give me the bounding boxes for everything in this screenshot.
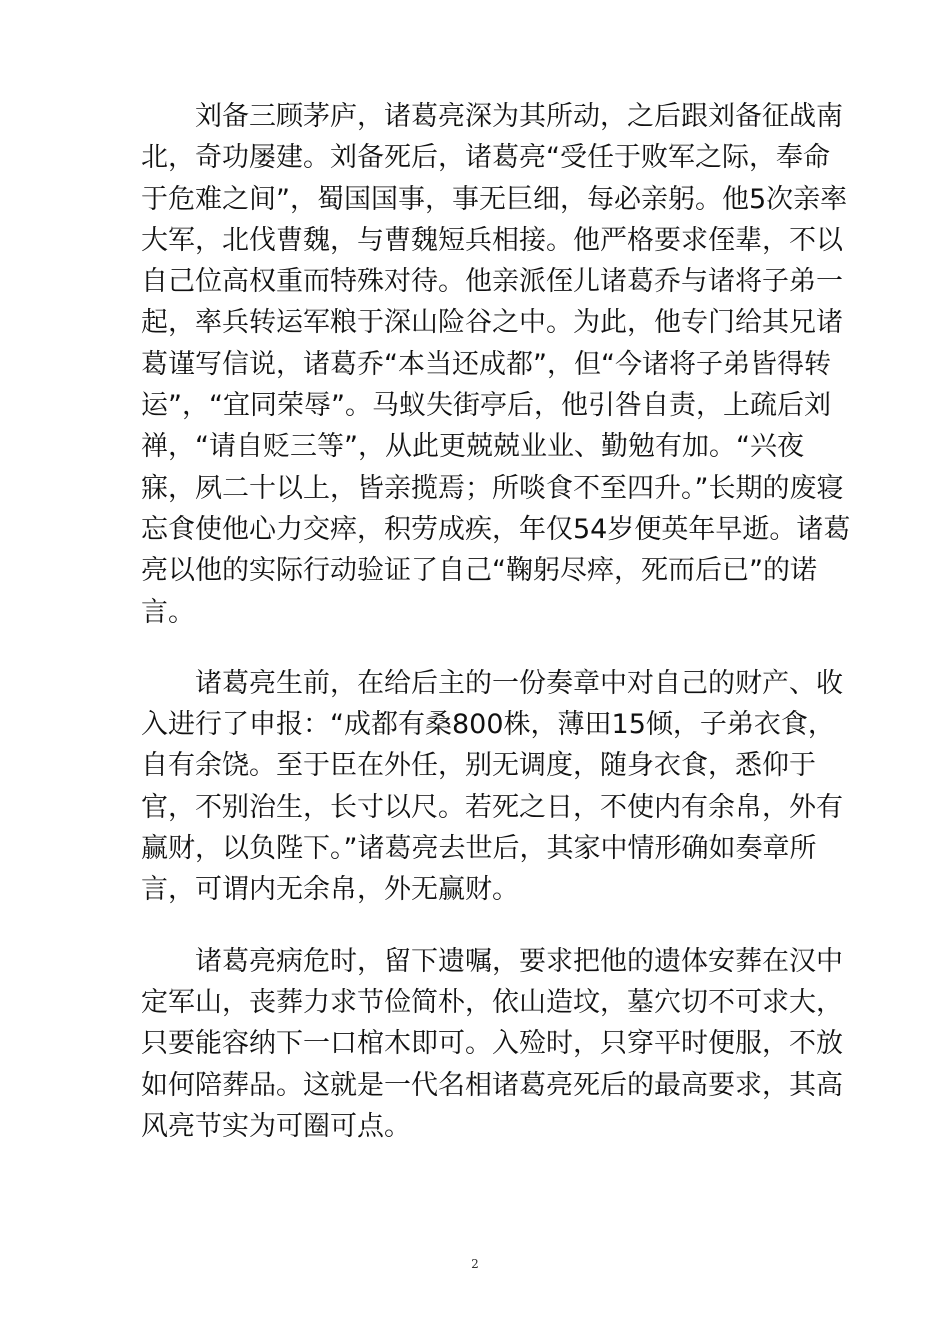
- body-text: [141, 96, 853, 1147]
- paragraph-3: 诸葛亮病危时，留下遗嘱，要求把他的遗体安葬在汉中定军山，丧葬力求节俭简朴，依山造坟，墓穴切不可求大，只要能容纳下一口棺木即可。入殓时，只穿平时便服，不放如何陪葬品。这就是一代名相诸葛亮死后的最高要求，其高风亮节实为可圈可点。: [141, 945, 843, 1142]
- page-number: 2: [471, 1257, 479, 1271]
- paragraph-2: 诸葛亮生前，在给后主的一份奏章中对自己的财产、收入进行了申报：“成都有桑800株，薄田15倾，子弟衣食，自有余饶。至于臣在外任，别无调度，随身衣食，悉仰于官，不别治生，长寸以尺。若死之日，不使内有余帛，外有赢财，以负陛下。”诸葛亮去世后，其家中情形确如奏章所言，可谓内无余帛，外无赢财。: [141, 667, 843, 906]
- paragraph-1: 刘备三顾茅庐，诸葛亮深为其所动，之后跟刘备征战南北，奇功屡建。刘备死后，诸葛亮“受任于败军之际，奉命于危难之间”，蜀国国事，事无巨细，每必亲躬。他5次亲率大军，北伐曹魏，与曹魏短兵相接。他严格要求侄辈，不以自己位高权重而特殊对待。他亲派侄儿诸葛乔与诸将子弟一起，率兵转运军粮于深山险谷之中。为此，他专门给其兄诸葛谨写信说，诸葛乔“本当还成都”，但“今诸将子弟皆得转运”，“宜同荣辱”。马蚁失街亭后，他引咎自责，上疏后刘禅，“请自贬三等”，从此更兢兢业业、勤勉有加。“兴夜寐，夙二十以上，皆亲揽焉；所啖食不至四升。”长期的废寝忘食使他心力交瘁，积劳成疾，年仅54岁便英年早逝。诸葛亮以他的实际行动验证了自己“鞠躬尽瘁，死而后已”的诺言。: [141, 101, 851, 628]
